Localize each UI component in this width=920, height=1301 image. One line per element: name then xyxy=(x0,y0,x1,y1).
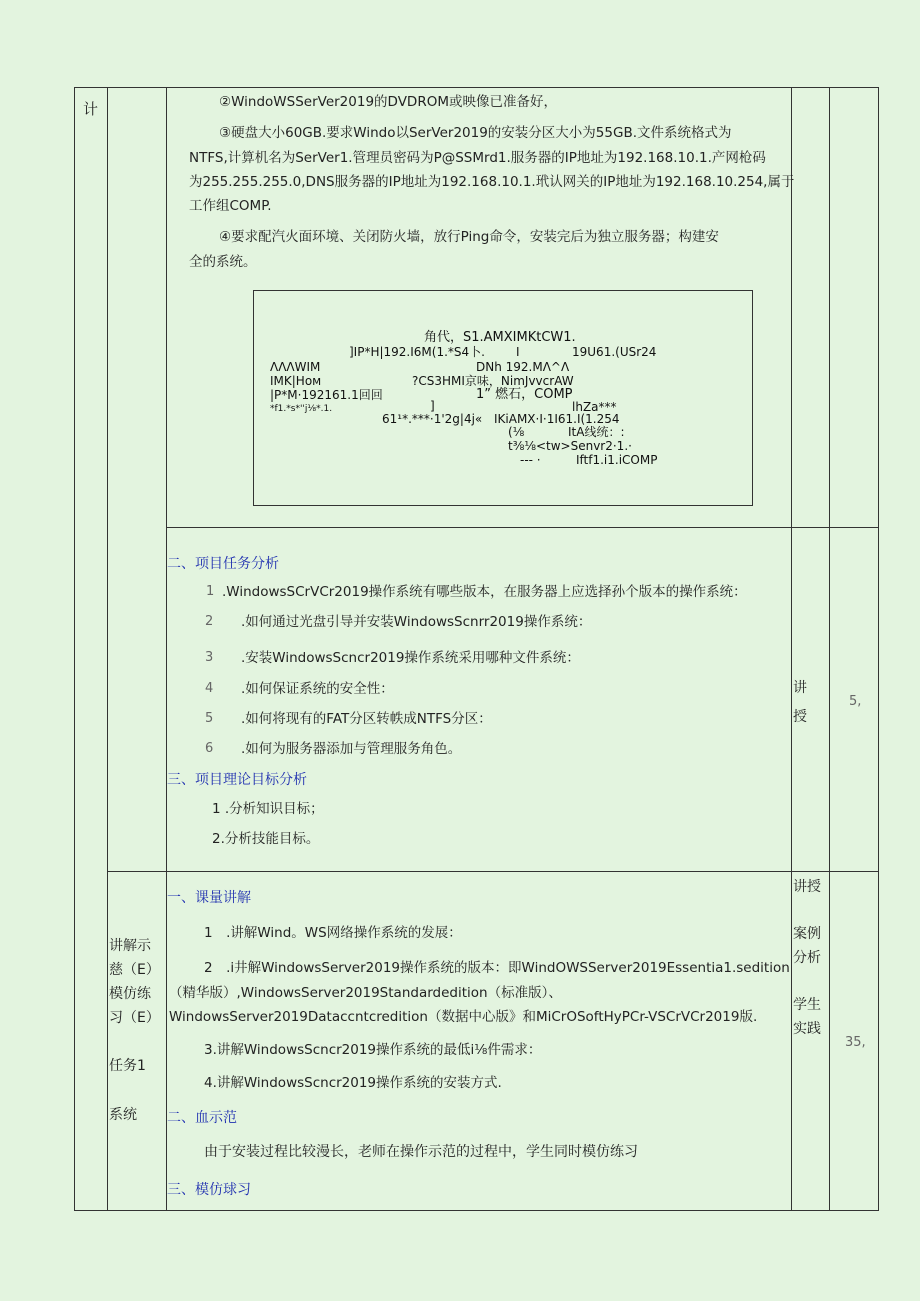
requirement-3-line: ③硬盘大小60GB.要求Windo以SerVer2019的安装分区大小为55GB.文件系统格式为 xyxy=(219,125,732,141)
row-divider xyxy=(107,871,879,872)
left-col-line: 任务1 xyxy=(109,1058,146,1074)
method-label: 授 xyxy=(793,709,807,725)
figure-text: 61¹*.***·1'2g|4j« xyxy=(382,412,483,426)
figure-text: ΛΛΛWIM xyxy=(270,360,321,374)
analysis-item: .如何保证系统的安全性： xyxy=(241,681,394,697)
column-divider xyxy=(829,87,830,1211)
lecture-item: 3.讲解WindowsScncr2019操作系统的最低i⅛件需求： xyxy=(204,1042,542,1058)
analysis-item: .如何为服务器添加与管理服务角色。 xyxy=(241,741,462,757)
lecture-item: 4.讲解WindowsScncr2019操作系统的安装方式. xyxy=(204,1075,502,1091)
figure-text: *f1.*s*''j⅛*.1. xyxy=(270,404,333,414)
theory-item: 2.分析技能目标。 xyxy=(212,831,320,847)
method-label: 实践 xyxy=(793,1021,821,1037)
figure-text: Iftf1.i1.iCOMP xyxy=(576,453,658,467)
theory-heading: 三、项目理论目标分析 xyxy=(167,772,307,788)
method-label: 分析 xyxy=(793,950,821,966)
row-divider xyxy=(166,527,879,528)
figure-text: --- · xyxy=(520,453,541,467)
requirement-2: ②WindoWSSerVer2019的DVDROM或映像已准备好， xyxy=(219,94,557,110)
figure-text: IKiAMX·I·1I61.I(1.254 xyxy=(494,412,620,426)
column-divider xyxy=(107,87,108,1211)
lecture-item: WindowsServer2019Dataccntcredition（数据中心版》和MiCrOSoftHyPCr-VSCrVCr2019版. xyxy=(169,1009,758,1025)
lecture-item: （精华版）,WindowsServer2019Standardedition（标准版）、 xyxy=(169,985,562,1001)
analysis-item-number: 1 xyxy=(206,584,215,599)
demo-heading: 二、血示范 xyxy=(167,1110,237,1126)
left-col-label: 计 xyxy=(83,100,99,118)
left-col-line: 系统 xyxy=(109,1107,137,1123)
left-col-line: 讲解示 xyxy=(109,938,151,954)
config-figure xyxy=(253,290,753,506)
left-col-line: 习（E） xyxy=(109,1010,160,1026)
left-col-line: 模仿练 xyxy=(109,986,151,1002)
requirement-4-line: 全的系统。 xyxy=(189,254,257,270)
figure-text: t⅜⅛<tw>Senvr2·1.· xyxy=(508,439,632,453)
analysis-item-number: 4 xyxy=(205,681,214,696)
analysis-item: .安装WindowsScncr2019操作系统采用哪种文件系统： xyxy=(241,650,580,666)
figure-text: DNh 192.MΛ^Λ xyxy=(476,360,570,374)
requirement-3-line: 工作组COMP. xyxy=(189,198,272,214)
analysis-item: .如何将现有的FAT分区转帙成NTFS分区： xyxy=(241,711,492,727)
figure-text: IMK|Hoм xyxy=(270,374,322,388)
method-label: 学生 xyxy=(793,997,821,1013)
analysis-item-number: 3 xyxy=(205,650,214,665)
method-label: 案例 xyxy=(793,926,821,942)
figure-text: ItA线统：: xyxy=(568,425,625,439)
analysis-item: .WindowsSCrVCr2019操作系统有哪些版本，在服务器上应选择孙个版本的操作系统： xyxy=(222,584,747,600)
analysis-item-number: 5 xyxy=(205,711,214,726)
lecture-heading: 一、课量讲解 xyxy=(167,890,251,906)
figure-text: (⅛ xyxy=(508,425,525,439)
requirement-3-line: 为255.255.255.0,DNS服务器的IP地址为192.168.10.1.玳认网关的IP地址为192.168.10.254,属于 xyxy=(189,174,795,190)
analysis-item-number: 6 xyxy=(205,741,214,756)
requirement-3-line: NTFS,计算机名为SerVer1.管理员密码为P@SSMrd1.服务器的IP地址为192.168.10.1.产网枪码 xyxy=(189,150,766,166)
time-value: 35, xyxy=(845,1035,866,1050)
lecture-item: 2 .i井解WindowsServer2019操作系统的版本：即WindOWSServer2019Essentia1.sedition xyxy=(204,960,790,976)
analysis-heading: 二、项目任务分析 xyxy=(167,556,279,572)
analysis-item-number: 2 xyxy=(205,614,214,629)
method-label: 讲授 xyxy=(793,879,821,895)
time-value: 5, xyxy=(849,694,862,709)
figure-text: I xyxy=(516,345,520,359)
figure-text: 1” 燃石，COMP xyxy=(476,387,573,402)
column-divider xyxy=(166,87,167,1211)
figure-text: 角代，S1.AMXIMKtCW1. xyxy=(424,330,576,345)
figure-text: |P*M·192161.1回回 xyxy=(270,388,383,402)
figure-text: lhZa*** xyxy=(572,400,617,414)
figure-text: ?CS3HMI京味，NimJvvcrAW xyxy=(412,374,574,388)
requirement-4-line: ④要求配汽火面环境、关闭防火墙，放行Ping命令，安装完后为独立服务器；构建安 xyxy=(219,229,719,245)
analysis-item: .如何通过光盘引导并安装WindowsScnrr2019操作系统： xyxy=(241,614,592,630)
figure-text: ]IP*H|192.I6M(1.*S4卜. xyxy=(349,345,485,359)
theory-item: 1 .分析知识目标； xyxy=(212,801,324,817)
lecture-item: 1 .讲解Wind。WS网络操作系统的发展： xyxy=(204,925,462,941)
figure-text: 19U61.(USr24 xyxy=(572,345,657,359)
figure-text: ] xyxy=(430,399,435,413)
demo-text: 由于安装过程比较漫长，老师在操作示范的过程中，学生同时模仿练习 xyxy=(204,1144,638,1160)
practice-heading: 三、模仿球习 xyxy=(167,1182,251,1198)
method-label: 讲 xyxy=(793,680,807,696)
left-col-line: 慈（E） xyxy=(109,962,160,978)
column-divider xyxy=(791,87,792,1211)
